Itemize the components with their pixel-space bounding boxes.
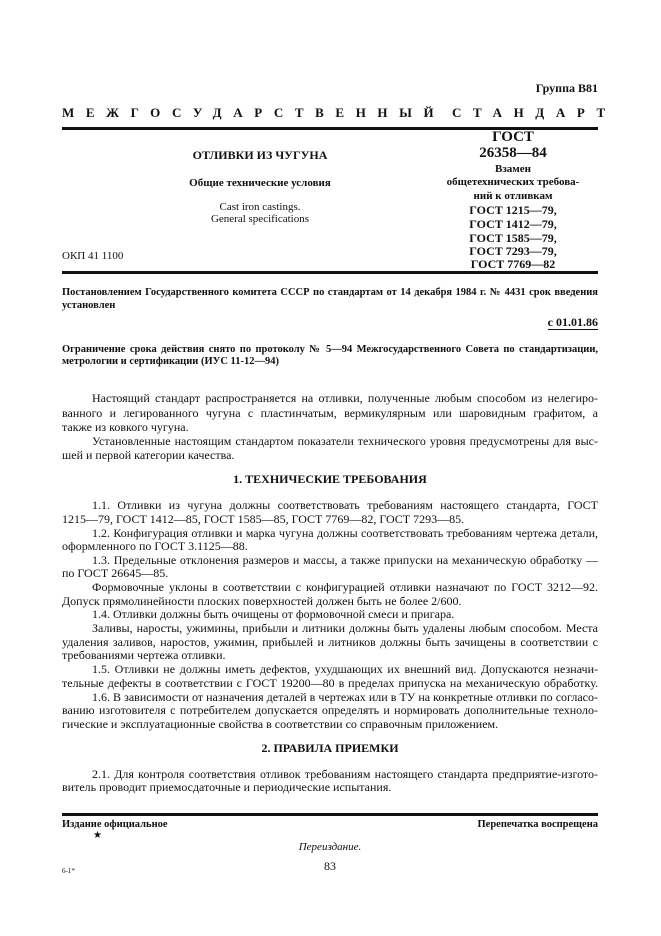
section-1-line: гические и эксплуатационные свойства в соответствии со справочным приложением. — [62, 717, 499, 731]
restriction-text: метрологии и сертификации (ИУС 11-12—94) — [62, 356, 279, 367]
star-icon: ★ — [93, 830, 102, 841]
replaces-line: ГОСТ 1585—79, — [469, 231, 557, 245]
replaces-line: общетехнических требова- — [446, 176, 580, 188]
replaces-line: ГОСТ 1412—79, — [469, 217, 557, 231]
section-1-line: Допуск прямолинейности плоских поверхностей должен быть не более 2/600. — [62, 594, 462, 608]
footer-rule — [62, 813, 598, 816]
section-2-heading: 2. ПРАВИЛА ПРИЕМКИ — [261, 741, 399, 755]
replaces-line: ний к отливкам — [473, 190, 553, 202]
reprint-prohibited: Перепечатка воспрещена — [477, 819, 598, 830]
intro-line: также из ковкого чугуна. — [62, 420, 189, 434]
section-1-line: Формовочные уклоны в соответствии с конфигурацией отливки назначают по ГОСТ 3212—92. — [92, 580, 598, 594]
intro-line: шей и первой категории качества. — [62, 448, 235, 462]
reissue-note: Переиздание. — [298, 841, 362, 853]
replaces-line: ГОСТ 7769—82 — [470, 257, 556, 271]
effective-date: с 01.01.86 — [547, 315, 598, 329]
decree-text: Постановлением Государственного комитета СССР по стандартам от 14 декабря 1984 г. № 4431 срок введения — [62, 287, 598, 298]
okp-code: ОКП 41 1100 — [62, 250, 124, 262]
section-1-line: 1.3. Предельные отклонения размеров и массы, а также припуски на механическую обработку — — [92, 553, 598, 567]
title-rule — [62, 271, 598, 274]
replaces-line: Взамен — [495, 163, 531, 175]
section-1-line: требованиями чертежа отливки. — [62, 648, 226, 662]
section-1-line: ванию изготовителя с потребителем допускается определять и нормировать дополнительные техноло- — [62, 703, 598, 717]
section-1-line: Заливы, наросты, ужимины, прибыли и литники должны быть удалены любым способом. Места — [92, 621, 598, 635]
banner-right: СТАНДАРТ — [452, 105, 617, 120]
replaces-line: ГОСТ 1215—79, — [469, 203, 557, 217]
english-title-2: General specifications — [210, 213, 310, 225]
group-label: Группа В81 — [535, 81, 598, 95]
document-subtitle: Общие технические условия — [189, 177, 331, 189]
section-1-line: 1215—79, ГОСТ 1412—85, ГОСТ 1585—85, ГОСТ 7769—82, ГОСТ 7293—85. — [62, 512, 465, 526]
document-title: ОТЛИВКИ ИЗ ЧУГУНА — [192, 148, 328, 162]
replaces-line: ГОСТ 7293—79, — [469, 244, 557, 258]
section-1-line: 1.1. Отливки из чугуна должны соответствовать требованиям настоящего стандарта, ГОСТ — [92, 498, 598, 512]
section-1-line: оформленного по ГОСТ 3.1125—88. — [62, 539, 248, 553]
sheet-mark: 6-1* — [62, 867, 75, 875]
english-title-1: Cast iron castings. — [219, 201, 301, 213]
section-2-line: 2.1. Для контроля соответствия отливок требованиям настоящего стандарта предприятие-изгото- — [92, 767, 598, 781]
section-1-line: 1.2. Конфигурация отливки и марка чугуна должны соответствовать требованиям чертежа детали, — [92, 526, 598, 540]
banner-left: МЕЖГОСУДАРСТВЕННЫЙ — [62, 105, 446, 120]
section-2-line: витель проводит приемосдаточные и периодические испытания. — [62, 780, 392, 794]
section-1-line: 1.6. В зависимости от назначения деталей в чертежах или в ТУ на конкретные отливки по согласо- — [92, 690, 598, 704]
section-1-line: тельные дефекты в соответствии с ГОСТ 19200—80 в пределах припуска на механическую обработку. — [62, 676, 598, 690]
section-1-heading: 1. ТЕХНИЧЕСКИЕ ТРЕБОВАНИЯ — [233, 472, 427, 486]
gost-label: ГОСТ — [492, 129, 534, 145]
section-1-line: 1.5. Отливки не должны иметь дефектов, ухудшающих их внешний вид. Допускаются незначи- — [92, 662, 598, 676]
intro-line: Установленные настоящим стандартом показатели технического уровня предусмотрены для выс- — [92, 434, 598, 448]
page-number: 83 — [324, 859, 336, 873]
gost-number: 26358—84 — [479, 145, 547, 161]
section-1-line: удаления заливов, наростов, ужимин, прибылей и литников должны быть зачищены в соответствии с — [62, 635, 598, 649]
intro-line: Настоящий стандарт распространяется на отливки, полученные любым способом из нелегиро- — [92, 391, 598, 405]
section-1-line: по ГОСТ 26645—85. — [62, 566, 169, 580]
decree-text: установлен — [62, 300, 116, 311]
official-edition: Издание официальное — [62, 819, 168, 830]
section-1-line: 1.4. Отливки должны быть очищены от формовочной смеси и пригара. — [92, 607, 455, 621]
intro-line: ванного и легированного чугуна с пластинчатым, вермикулярным или шаровидным графитом, а — [62, 406, 598, 420]
restriction-text: Ограничение срока действия снято по протоколу № 5—94 Межгосударственного Совета по стандартизации, — [62, 344, 598, 355]
